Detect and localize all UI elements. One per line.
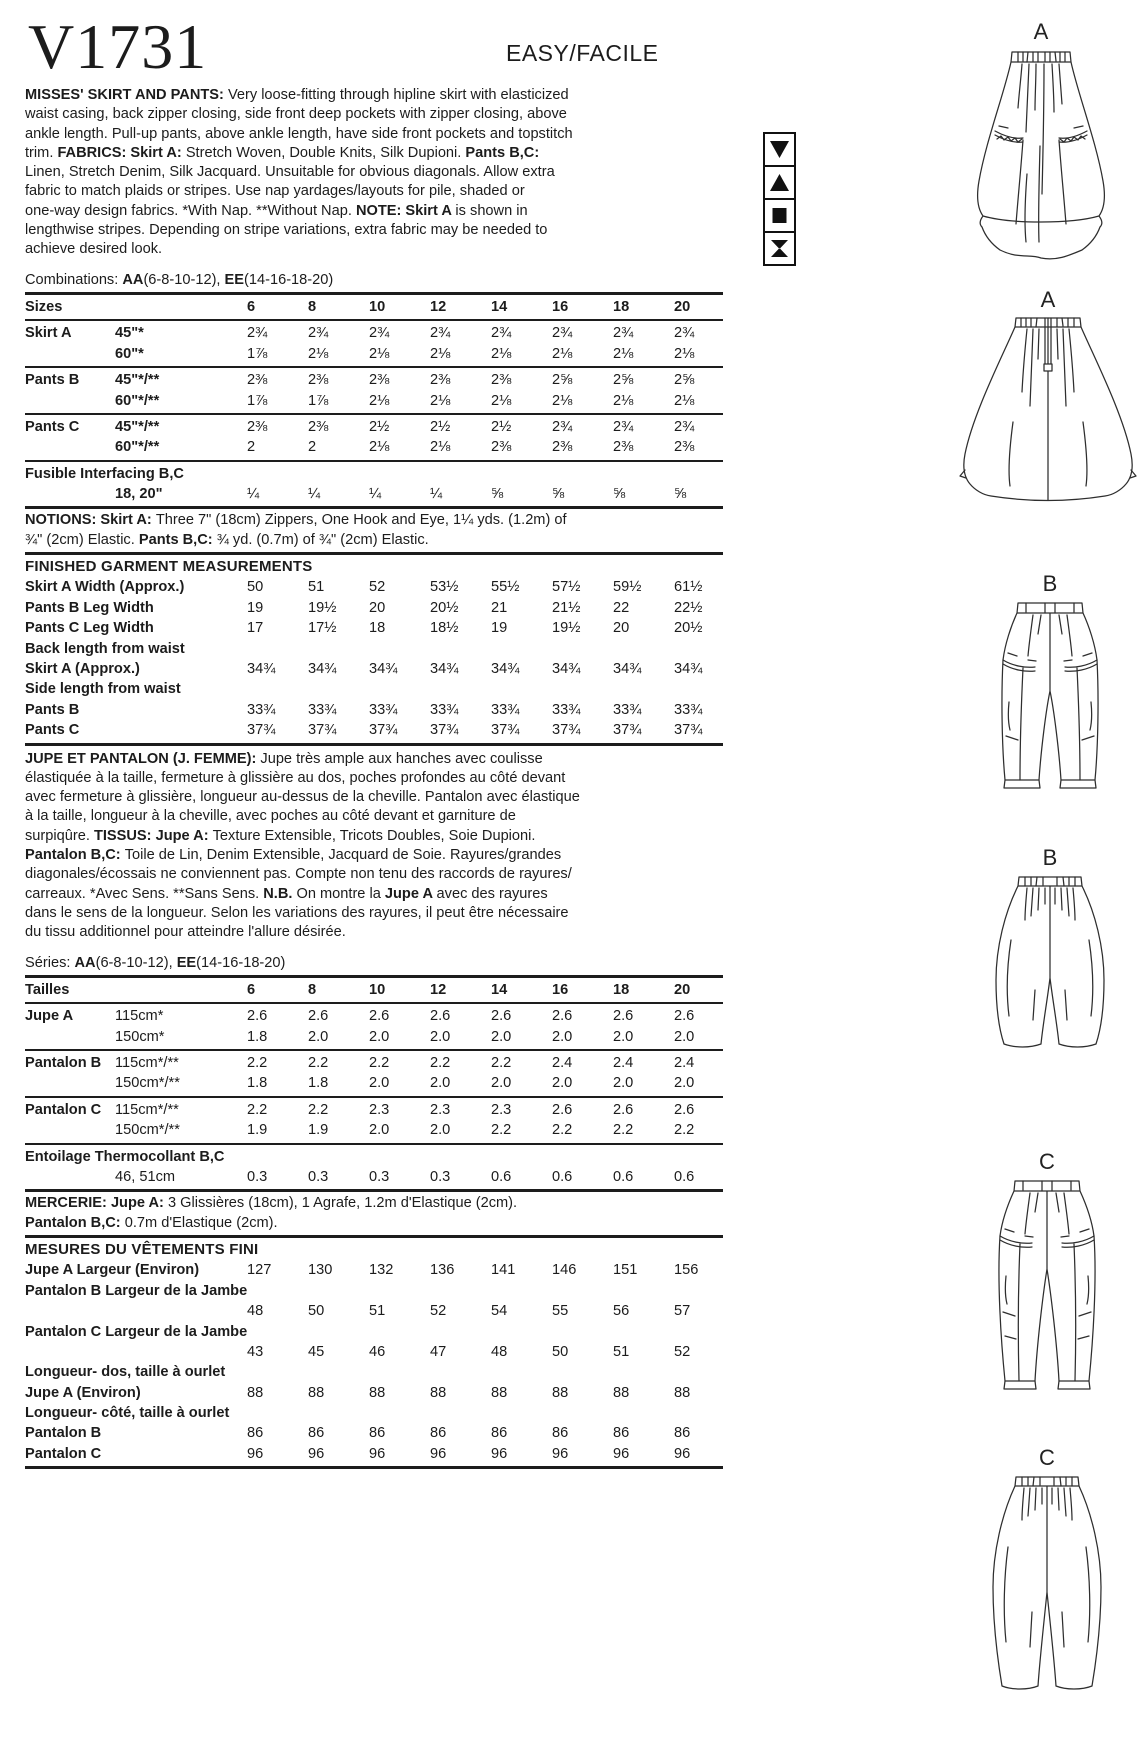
text-line: Séries: AA(6-8-10-12), EE(14-16-18-20) [25,954,286,971]
table-row: Skirt A Width (Approx.) 50 51 52 53½ 55½ 57½ 59½ 61½ [25,579,703,596]
text-line: Combinations: AA(6-8-10-12), EE(14-16-18-20) [25,271,334,288]
table-header-row: Sizes 6 8 10 12 14 16 18 20 [25,298,691,315]
text-line: à la taille, longueur à la cheville, avec poches au côté devant et garniture de [25,808,516,825]
view-label: A [1040,287,1056,312]
notions-en [25,511,730,550]
table-row: Jupe A (Environ) 88 88 88 88 88 88 88 88 [25,1384,691,1401]
spacer [25,943,730,954]
table-row: 150cm*/** 1.9 1.9 2.0 2.0 2.2 2.2 2.2 2.2 [115,1122,695,1139]
text-line: surpiqûre. TISSUS: Jupe A: Texture Extensible, Tricots Doubles, Soie Dupioni. [25,827,536,844]
table-rule [25,319,723,321]
view-pants-b-back [975,846,1125,1057]
table-rule [25,506,723,509]
up-triangle-icon [763,165,796,200]
text-line: avec fermeture à glissière, longueur au-dessus de la cheville. Pantalon avec élastique [25,789,580,806]
text-line: élastiquée à la taille, fermeture à glissière au dos, poches profondes au côté devant [25,769,566,786]
text-line: diagonales/écossais ne conviennent pas. Compte non tenu des raccords de rayures/ [25,866,572,883]
table-row: Skirt A 45"* 2¾ 2¾ 2¾ 2¾ 2¾ 2¾ 2¾ 2¾ [25,325,695,342]
table-row: Pantalon C 115cm*/** 2.2 2.2 2.3 2.3 2.3 2.6 2.6 2.6 [25,1101,695,1118]
text-line: carreaux. *Avec Sens. **Sans Sens. N.B. On montre la Jupe A avec des rayures [25,885,548,902]
table-rule [25,1466,723,1469]
table-row: 60"* 1⅞ 2⅛ 2⅛ 2⅛ 2⅛ 2⅛ 2⅛ 2⅛ [115,345,695,362]
pants-c-front-drawing [972,1176,1122,1401]
text-line: one-way design fabrics. *With Nap. **Without Nap. NOTE: Skirt A is shown in [25,202,528,219]
table-rule [25,1049,723,1051]
table-row: Pants B Leg Width 19 19½ 20 20½ 21 21½ 22 22½ [25,599,703,616]
text-line: JUPE ET PANTALON (J. FEMME): Jupe très ample aux hanches avec coulisse [25,750,543,767]
finished-measurements-en [25,552,730,746]
text-line: waist casing, back zipper closing, side front deep pockets with zipper closing, above [25,106,567,123]
table-row: Back length from waist [25,640,185,657]
table-row: Pantalon B 86 86 86 86 86 86 86 86 [25,1425,691,1442]
table-rule [25,460,723,462]
difficulty-label: EASY/FACILE [506,40,659,66]
table-rule [25,1002,723,1004]
table-row: 150cm* 1.8 2.0 2.0 2.0 2.0 2.0 2.0 2.0 [115,1028,695,1045]
table-title: MESURES DU VÊTEMENTS FINI [25,1240,259,1258]
finished-measurements-fr [25,1235,730,1469]
down-triangle-icon [763,132,796,167]
skirt-a-front-drawing [966,46,1116,271]
table-row: Longueur- dos, taille à ourlet [25,1364,226,1381]
table-row: 48 50 51 52 54 55 56 57 [247,1303,691,1320]
table-header-row: Tailles 6 8 10 12 14 16 18 20 [25,981,691,998]
view-label: C [1039,1149,1055,1174]
yardage-table-en [25,292,730,510]
table-rule [25,413,723,415]
view-label: C [1039,1445,1055,1470]
text-line: Pantalon B,C: 0.7m d'Elastique (2cm). [25,1214,278,1231]
table-rule [25,1096,723,1098]
description-fr [25,750,730,943]
table-row: 60"*/** 2 2 2⅛ 2⅛ 2⅜ 2⅜ 2⅜ 2⅜ [115,439,695,456]
text-line: lengthwise stripes. Depending on stripe variations, extra fabric may be needed to [25,222,548,239]
text-line: fabric to match plaids or stripes. Use nap yardages/layouts for pile, shaded or [25,183,525,200]
table-row: 43 45 46 47 48 50 51 52 [247,1343,691,1360]
table-rule [25,743,723,746]
table-row: Pants C 37¾ 37¾ 37¾ 37¾ 37¾ 37¾ 37¾ 37¾ [25,722,703,739]
view-label: B [1042,845,1058,870]
table-row: Jupe A Largeur (Environ) 127 130 132 136 141 146 151 156 [25,1262,699,1279]
view-skirt-a-back [953,288,1143,509]
table-rule [25,1235,723,1238]
yardage-table-fr [25,975,730,1193]
table-row: Longueur- côté, taille à ourlet [25,1405,230,1422]
text-line: dans le sens de la longueur. Selon les variations des rayures, il peut être nécessaire [25,904,569,921]
table-row: Jupe A 115cm* 2.6 2.6 2.6 2.6 2.6 2.6 2.6 2.6 [25,1008,695,1025]
table-row: 150cm*/** 1.8 1.8 2.0 2.0 2.0 2.0 2.0 2.0 [115,1075,695,1092]
view-pants-c-front [972,1150,1122,1406]
view-label: A [1033,19,1049,44]
pants-b-back-drawing [975,872,1125,1052]
text-line: Pantalon B,C: Toile de Lin, Denim Extensible, Jacquard de Soie. Rayures/grandes [25,847,562,864]
table-row: Entoilage Thermocollant B,C [25,1148,225,1165]
square-icon [763,198,796,233]
table-row: 60"*/** 1⅞ 1⅞ 2⅛ 2⅛ 2⅛ 2⅛ 2⅛ 2⅛ [115,392,695,409]
pattern-number: V1731 [28,11,208,82]
table-rule [25,292,723,295]
text-line: MISSES' SKIRT AND PANTS: Very loose-fitting through hipline skirt with elasticized [25,87,569,103]
view-pants-c-back [972,1446,1122,1702]
text-line: du tissu additionnel pour atteindre l'allure désirée. [25,924,346,941]
text-line: ankle length. Pull-up pants, above ankle length, have side front pockets and topstitch [25,125,573,142]
view-label: B [1042,571,1058,596]
pants-c-back-drawing [972,1472,1122,1697]
table-rule [25,552,723,555]
table-row: 46, 51cm 0.3 0.3 0.3 0.3 0.6 0.6 0.6 0.6 [115,1168,695,1185]
table-row: Pantalon B Largeur de la Jambe [25,1282,248,1299]
hourglass-icon [763,231,796,266]
table-row: Pants C Leg Width 17 17½ 18 18½ 19 19½ 20 20½ [25,620,703,637]
table-rule [25,1189,723,1192]
combinations-line [25,271,730,290]
table-row: Pants B 45"*/** 2⅜ 2⅜ 2⅜ 2⅜ 2⅜ 2⅝ 2⅝ 2⅝ [25,372,695,389]
table-rule [25,366,723,368]
table-row: Fusible Interfacing B,C [25,465,184,482]
table-rule [25,975,723,978]
table-row: 18, 20" ¼ ¼ ¼ ¼ ⅝ ⅝ ⅝ ⅝ [115,486,687,503]
table-row: Pantalon C 96 96 96 96 96 96 96 96 [25,1445,691,1462]
text-line: MERCERIE: Jupe A: 3 Glissières (18cm), 1 Agrafe, 1.2m d'Elastique (2cm). [25,1195,518,1212]
text-line: NOTIONS: Skirt A: Three 7" (18cm) Zippers, One Hook and Eye, 1¼ yds. (1.2m) of [25,512,567,529]
text-line: Linen, Stretch Denim, Silk Jacquard. Unsuitable for obvious diagonals. Allow extra [25,164,555,181]
table-row: Pantalon C Largeur de la Jambe [25,1323,248,1340]
view-skirt-a-front [966,20,1116,276]
table-row: Pants C 45"*/** 2⅜ 2⅜ 2½ 2½ 2½ 2¾ 2¾ 2¾ [25,418,695,435]
mercerie-fr [25,1194,730,1233]
description-en [25,86,730,260]
table-row: Pantalon B 115cm*/** 2.2 2.2 2.2 2.2 2.2 2.4 2.4 2.4 [25,1055,695,1072]
cutting-layout-symbols [763,132,796,266]
spacer [25,260,730,271]
table-rule [25,1143,723,1145]
table-row: Skirt A (Approx.) 34¾ 34¾ 34¾ 34¾ 34¾ 34¾ 34¾ 34¾ [25,661,703,678]
series-line [25,954,730,973]
text-line: achieve desired look. [25,241,163,258]
table-row: Pants B 33¾ 33¾ 33¾ 33¾ 33¾ 33¾ 33¾ 33¾ [25,701,703,718]
text-column [25,86,730,1471]
view-pants-b-front [975,572,1125,803]
text-line: ¾" (2cm) Elastic. Pants B,C: ¾ yd. (0.7m) of ¾" (2cm) Elastic. [25,531,429,548]
pants-b-front-drawing [975,598,1125,798]
table-title: FINISHED GARMENT MEASUREMENTS [25,558,313,576]
table-row: Side length from waist [25,681,181,698]
skirt-a-back-drawing [953,314,1143,504]
text-line: trim. FABRICS: Skirt A: Stretch Woven, Double Knits, Silk Dupioni. Pants B,C: [25,144,540,161]
